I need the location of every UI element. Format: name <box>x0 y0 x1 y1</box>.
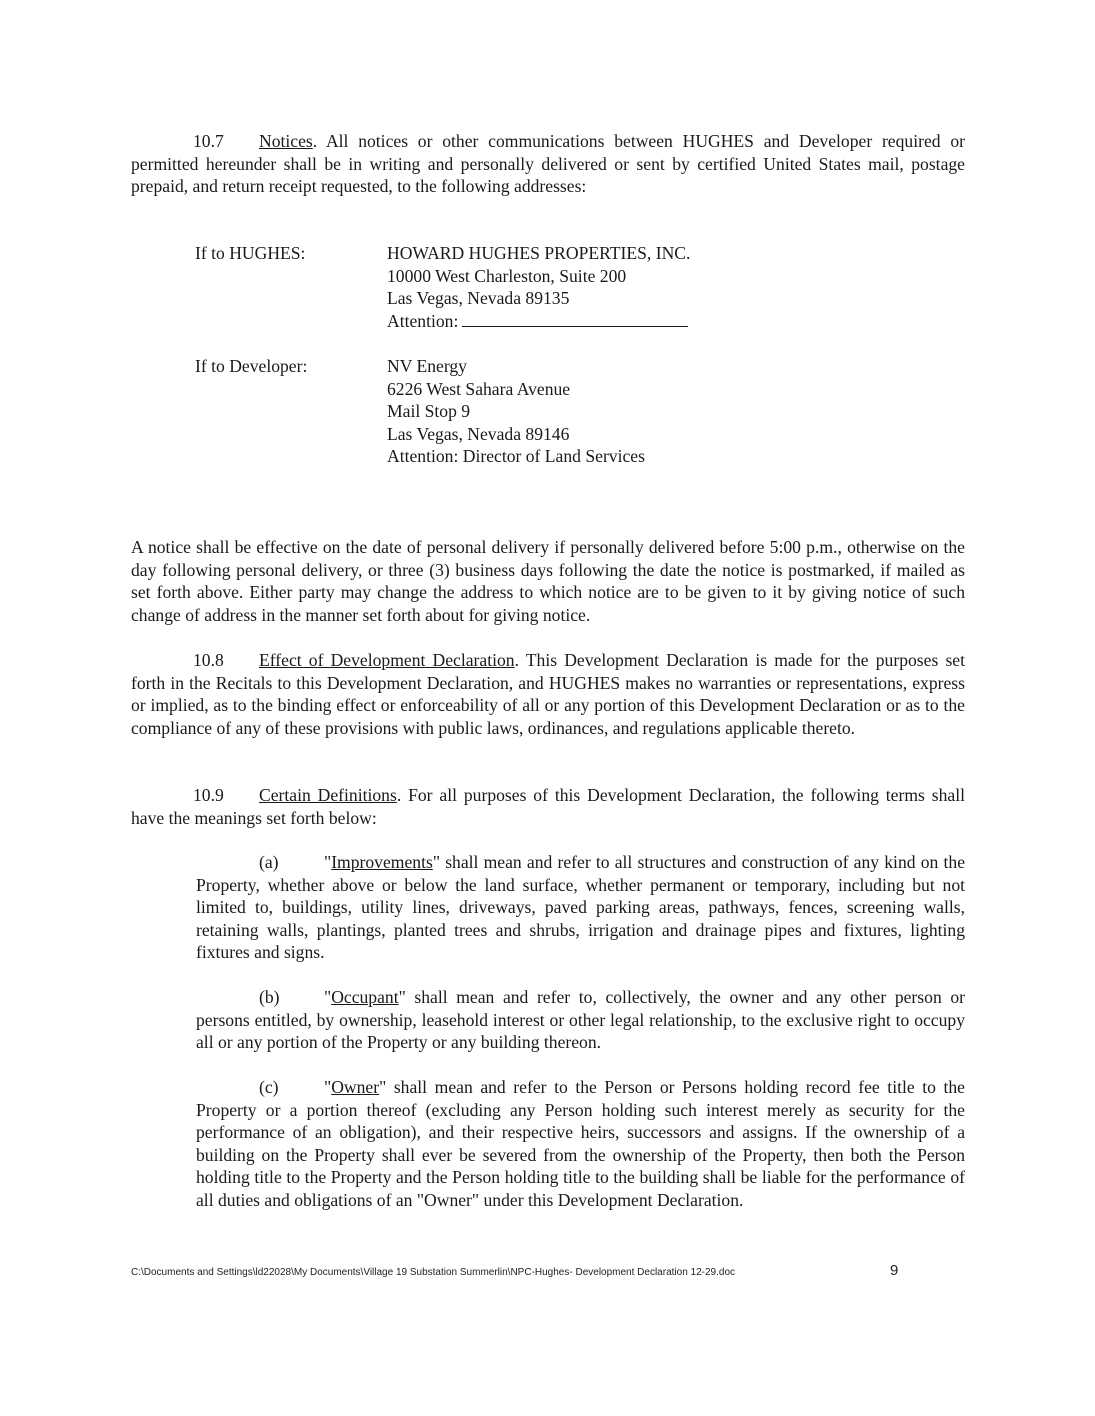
attention-line <box>387 310 690 333</box>
address-line: 6226 West Sahara Avenue <box>387 378 571 399</box>
address-line: Las Vegas, Nevada 89146 <box>387 423 570 444</box>
definition-text: " shall mean and refer to all structures and construction of any kind on the Property, whether above or below the land surface, whether permanent or temporary, including but not limited to, buildings, utility lines, driveways, paved parking areas, pathways, fences, screening walls, retaining walls, plantings, planted trees and shrubs, irrigation and drainage pipes and fixtures, lighting fixtures and signs. <box>196 852 965 963</box>
page-number: 9 <box>890 1262 899 1279</box>
section-number: 10.9 <box>193 785 224 805</box>
defined-term: Occupant <box>331 987 399 1007</box>
definition-label: (b) <box>259 987 280 1007</box>
definition-text: " shall mean and refer to the Person or Persons holding record fee title to the Property or a portion thereof (excluding any Person holding such interest merely as security for the performance of an obligation), and their respective heirs, successors and assigns. If the ownership of a building on the Property shall ever be severed from the ownership of the Property, then both the Person holding title to the Property and the Person holding title to the building shall be liable for the performance of all duties and obligations of an "Owner" under this Development Declaration. <box>196 1077 965 1210</box>
defined-term: Improvements <box>331 852 433 872</box>
address-line: Las Vegas, Nevada 89135 <box>387 288 570 309</box>
quote-mark: " <box>324 852 332 872</box>
section-heading: Effect of Development Declaration <box>259 650 515 670</box>
section-10-7 <box>131 130 965 198</box>
footer-file-path: C:\Documents and Settings\ld22028\My Documents\Village 19 Substation Summerlin\NPC-Hughes- Development Declaration 12-29.doc <box>131 1267 736 1278</box>
address-line: Mail Stop 9 <box>387 401 471 422</box>
section-10-9 <box>131 784 965 829</box>
address-line: Attention: Director of Land Services <box>387 446 645 467</box>
address-line: NV Energy <box>387 356 467 376</box>
section-text: . This Development Declaration is made for the purposes set forth in the Recitals to this Development Declaration, and HUGHES makes no warranties or representations, express or implied, as to the binding effect or enforceability of all or any portion of this Development Declaration or as to the compliance of any of these provisions with public laws, ordinances, and regulations applicable thereto. <box>131 650 965 738</box>
definition-text: " shall mean and refer to, collectively, the owner and any other person or persons entitled, by ownership, leasehold interest or other legal relationship, to the exclusive right to occupy all or any portion of the Property or any building thereon. <box>196 987 965 1053</box>
definition-owner <box>196 1076 965 1212</box>
address-block-developer <box>387 355 645 468</box>
definition-occupant <box>196 986 965 1054</box>
address-label-hughes: If to HUGHES: <box>195 243 306 263</box>
section-heading: Certain Definitions <box>259 785 397 805</box>
address-block-hughes <box>387 242 690 332</box>
section-number: 10.8 <box>193 650 224 670</box>
section-text: . For all purposes of this Development Declaration, the following terms shall have the meanings set forth below: <box>131 785 965 828</box>
attention-label: Attention: <box>387 310 459 331</box>
address-label-developer: If to Developer: <box>195 356 308 376</box>
section-text: . All notices or other communications between HUGHES and Developer required or permitted hereunder shall be in writing and personally delivered or sent by certified United States mail, postage prepaid, and return receipt requested, to the following addresses: <box>131 131 965 197</box>
section-10-8 <box>131 649 965 739</box>
defined-term: Owner <box>331 1077 380 1097</box>
definition-label: (a) <box>259 852 279 872</box>
definition-label: (c) <box>259 1077 279 1097</box>
address-line: HOWARD HUGHES PROPERTIES, INC. <box>387 243 691 263</box>
quote-mark: " <box>324 1077 332 1097</box>
address-line: 10000 West Charleston, Suite 200 <box>387 265 627 286</box>
notice-effective-paragraph: A notice shall be effective on the date of personal delivery if personally delivered before 5:00 p.m., otherwise on the day following personal delivery, or three (3) business days following the date the notice is postmarked, if mailed as set forth above. Either party may change the address to which notice are to be given to it by giving notice of such change of address in the manner set forth about for giving notice. <box>131 537 965 625</box>
section-heading: Notices <box>259 131 313 151</box>
section-number: 10.7 <box>193 131 224 151</box>
quote-mark: " <box>324 987 332 1007</box>
attention-blank <box>462 310 688 327</box>
definition-improvements <box>196 851 965 964</box>
